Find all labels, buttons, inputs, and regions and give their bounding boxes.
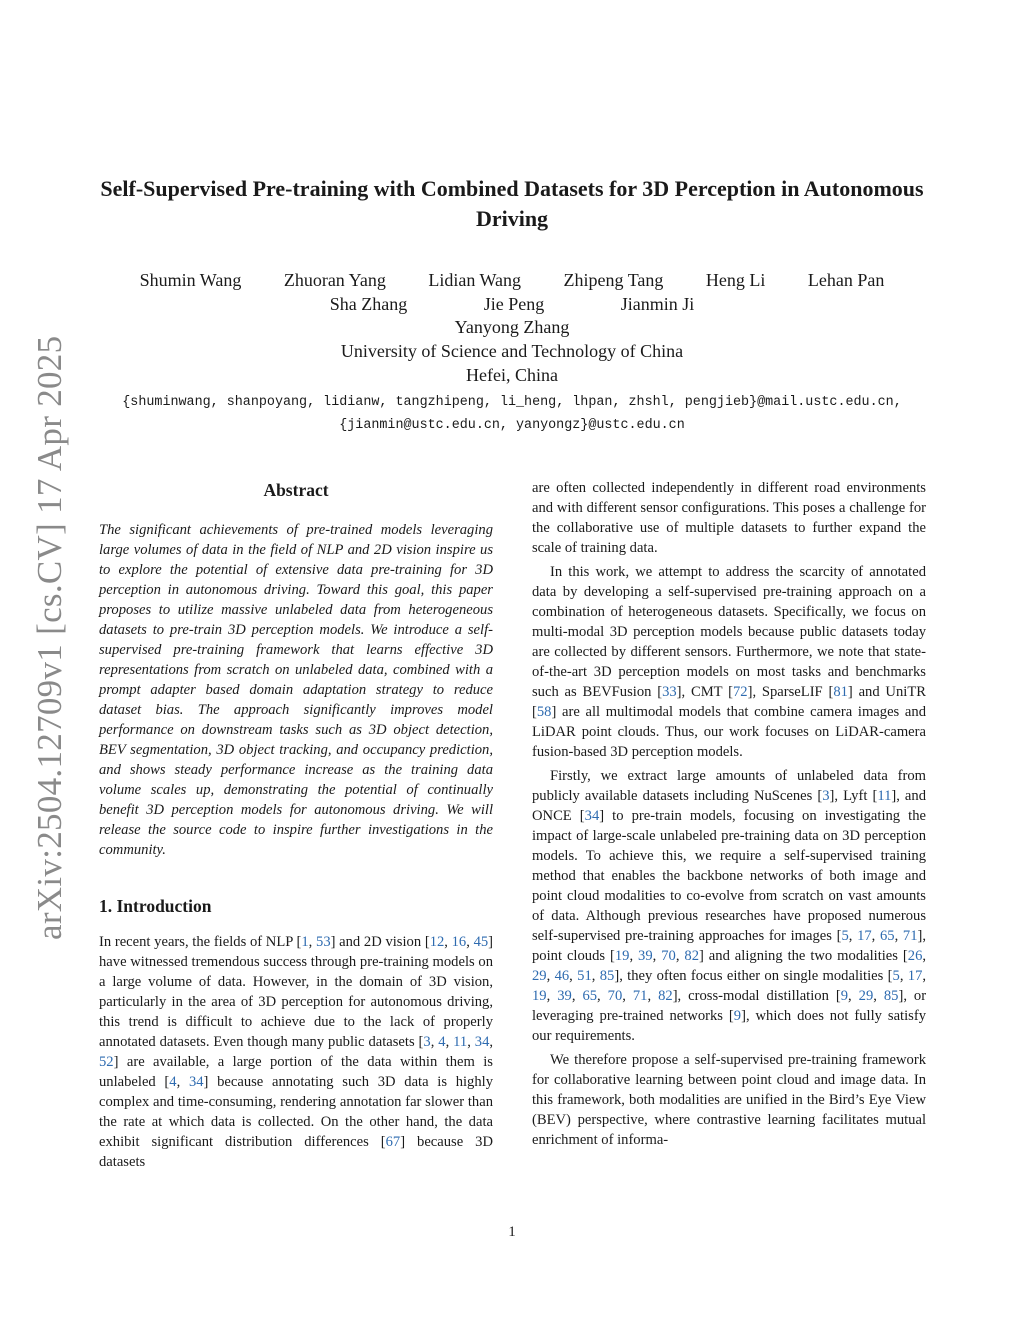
affiliation-location: Hefei, China xyxy=(466,365,558,385)
citation-link[interactable]: 65 xyxy=(880,928,895,944)
author-name: Lehan Pan xyxy=(807,270,885,290)
author-name: Jianmin Ji xyxy=(620,294,695,314)
citation-link[interactable]: 70 xyxy=(661,948,676,964)
author-name: Zhuoran Yang xyxy=(283,270,386,290)
citation-link[interactable]: 12 xyxy=(429,934,445,950)
author-name: Shumin Wang xyxy=(139,270,242,290)
citation-link[interactable]: 17 xyxy=(857,928,872,944)
citation-link[interactable]: 58 xyxy=(536,704,552,720)
citation-link[interactable]: 19 xyxy=(532,988,547,1004)
citation-link[interactable]: 34 xyxy=(584,808,600,824)
intro-paragraph: are often collected independently in different road environments and with different sensor configurations. This poses a challenge for the collaborative use of multiple datasets to further expand the scale of training data. xyxy=(532,480,926,556)
citation-link[interactable]: 65 xyxy=(582,988,598,1004)
citation-link[interactable]: 81 xyxy=(833,684,848,700)
citation-link[interactable]: 3 xyxy=(423,1034,431,1050)
citation-link[interactable]: 19 xyxy=(614,948,630,964)
author-list-row-3 xyxy=(80,317,944,338)
citation-link[interactable]: 71 xyxy=(902,928,918,944)
citation-link[interactable]: 45 xyxy=(473,934,489,950)
citation-link[interactable]: 9 xyxy=(733,1008,742,1024)
citation-link[interactable]: 9 xyxy=(840,988,849,1004)
citation-link[interactable]: 29 xyxy=(532,968,547,984)
author-list-row-1 xyxy=(80,270,944,291)
intro-paragraph: Firstly, we extract large amounts of unlabeled data from publicly available datasets including NuScenes [3], Lyft [11], and ONCE [34] to pre-train models, focusing on investigating the impact of large-scale unlabeled pre-training data on 3D perception models. To achieve this, we require a self-supervised training method that enables the backbone networks of both image and point cloud modalities to co-evolve from scratch on vast amounts of data. Although previous researches have proposed numerous self-supervised pre-training approaches for images [5, 17, 65, 71], point clouds [19, 39, 70, 82] and aligning the two modalities [26, 29, 46, 51, 85], they often focus either on single modalities [5, 17, 19, 39, 65, 70, 71, 82], cross-modal distillation [9, 29, 85], or leveraging pre-trained networks [9], which does not fully satisfy our requirements. xyxy=(532,768,927,1044)
citation-link[interactable]: 82 xyxy=(658,988,673,1004)
author-name: Jie Peng xyxy=(483,294,545,314)
author-name: Yanyong Zhang xyxy=(454,317,570,337)
author-emails-line-1: {shuminwang, shanpoyang, lidianw, tangzhipeng, li_heng, lhpan, zhshl, pengjieb}@mail.ustc.edu.cn, xyxy=(122,395,902,410)
citation-link[interactable]: 51 xyxy=(577,968,592,984)
author-emails-line-2: {jianmin@ustc.edu.cn, yanyongz}@ustc.edu.cn xyxy=(339,418,685,433)
citation-link[interactable]: 3 xyxy=(822,788,830,804)
citation-link[interactable]: 1 xyxy=(301,934,309,950)
citation-link[interactable]: 4 xyxy=(169,1074,177,1090)
abstract-body: The significant achievements of pre-trained models leveraging large volumes of data in the field of NLP and 2D vision inspire us to explore the potential of extensive data pre-training for 3D perception in autonomous driving. Toward this goal, this paper proposes to utilize massive unlabeled data from heterogeneous datasets to pre-train 3D perception models. We introduce a self-supervised pre-training framework that learns effective 3D representations from scratch on unlabeled data, combined with a prompt adapter based domain adaptation strategy to reduce dataset bias. The approach significantly improves model performance on downstream tasks such as 3D object detection, BEV segmentation, 3D object tracking, and occupancy prediction, and shows steady performance increase as the training data volume scales up, demonstrating the potential of continually benefit 3D perception models for autonomous driving. We will release the source code to inspire further investigations in the community. xyxy=(99,522,493,858)
citation-link[interactable]: 82 xyxy=(684,948,699,964)
citation-link[interactable]: 11 xyxy=(453,1034,468,1050)
citation-link[interactable]: 34 xyxy=(474,1034,490,1050)
citation-link[interactable]: 70 xyxy=(607,988,623,1004)
citation-link[interactable]: 29 xyxy=(858,988,874,1004)
citation-link[interactable]: 17 xyxy=(907,968,923,984)
author-name: Sha Zhang xyxy=(329,294,408,314)
citation-link[interactable]: 4 xyxy=(438,1034,446,1050)
citation-link[interactable]: 72 xyxy=(732,684,748,700)
intro-paragraph: In recent years, the fields of NLP [1, 53] and 2D vision [12, 16, 45] have witnessed tremendous success through pre-training models on a large volume of data. However, in the domain of 3D vision, particularly in the area of 3D perception for autonomous driving, this trend is difficult to achieve due to the lack of properly annotated datasets. Even though many public datasets [3, 4, 11, 34, 52] are available, a large portion of the data within them is unlabeled [4, 34] because annotating such 3D data is highly complex and time-consuming, rendering annotation far slower than the rate at which data is collected. On the other hand, the data exhibit significant distribution differences [67] because 3D datasets xyxy=(99,934,494,1170)
right-column xyxy=(532,478,926,1150)
page-number: 1 xyxy=(508,1224,516,1240)
citation-link[interactable]: 85 xyxy=(883,988,899,1004)
citation-link[interactable]: 5 xyxy=(892,968,900,984)
citation-link[interactable]: 39 xyxy=(557,988,572,1004)
author-name: Zhipeng Tang xyxy=(563,270,664,290)
author-name: Heng Li xyxy=(705,270,766,290)
arxiv-identifier: arXiv:2504.12709v1 [cs.CV] 17 Apr 2025 xyxy=(30,335,69,940)
citation-link[interactable]: 16 xyxy=(451,934,467,950)
citation-link[interactable]: 46 xyxy=(554,968,570,984)
intro-paragraph: In this work, we attempt to address the scarcity of annotated data by developing a self-supervised pre-training approach on a combination of heterogeneous datasets. Specifically, we focus on multi-modal 3D perception models because public datasets today are collected by different sensors. Furthermore, we note that state-of-the-art 3D perception models on most tasks and benchmarks such as BEVFusion [33], CMT [72], SparseLIF [81] and UniTR [58] are all multimodal models that combine camera images and LiDAR point clouds. Thus, our work focuses on LiDAR-camera fusion-based 3D perception models. xyxy=(532,564,926,760)
citation-link[interactable]: 11 xyxy=(877,788,892,804)
author-list-row-2 xyxy=(80,294,944,315)
left-column xyxy=(99,478,493,1172)
intro-paragraph: We therefore propose a self-supervised pre-training framework for collaborative learning between point cloud and image data. In this framework, both modalities are unified in the Bird’s Eye View (BEV) perspective, where contrastive learning facilitates mutual enrichment of informa- xyxy=(532,1052,926,1148)
citation-link[interactable]: 33 xyxy=(662,684,677,700)
affiliation: University of Science and Technology of China xyxy=(340,341,684,361)
citation-link[interactable]: 34 xyxy=(188,1074,204,1090)
abstract-heading: Abstract xyxy=(263,480,329,500)
citation-link[interactable]: 85 xyxy=(599,968,615,984)
paper-title: Self-Supervised Pre-training with Combined Datasets for 3D Perception in Autonomous Driving xyxy=(100,176,924,231)
citation-link[interactable]: 26 xyxy=(907,948,923,964)
citation-link[interactable]: 67 xyxy=(385,1134,401,1150)
citation-link[interactable]: 53 xyxy=(316,934,331,950)
author-name: Lidian Wang xyxy=(428,270,522,290)
citation-link[interactable]: 52 xyxy=(99,1054,114,1070)
citation-link[interactable]: 71 xyxy=(632,988,648,1004)
citation-link[interactable]: 5 xyxy=(841,928,849,944)
introduction-heading: 1. Introduction xyxy=(99,896,212,916)
citation-link[interactable]: 39 xyxy=(638,948,653,964)
